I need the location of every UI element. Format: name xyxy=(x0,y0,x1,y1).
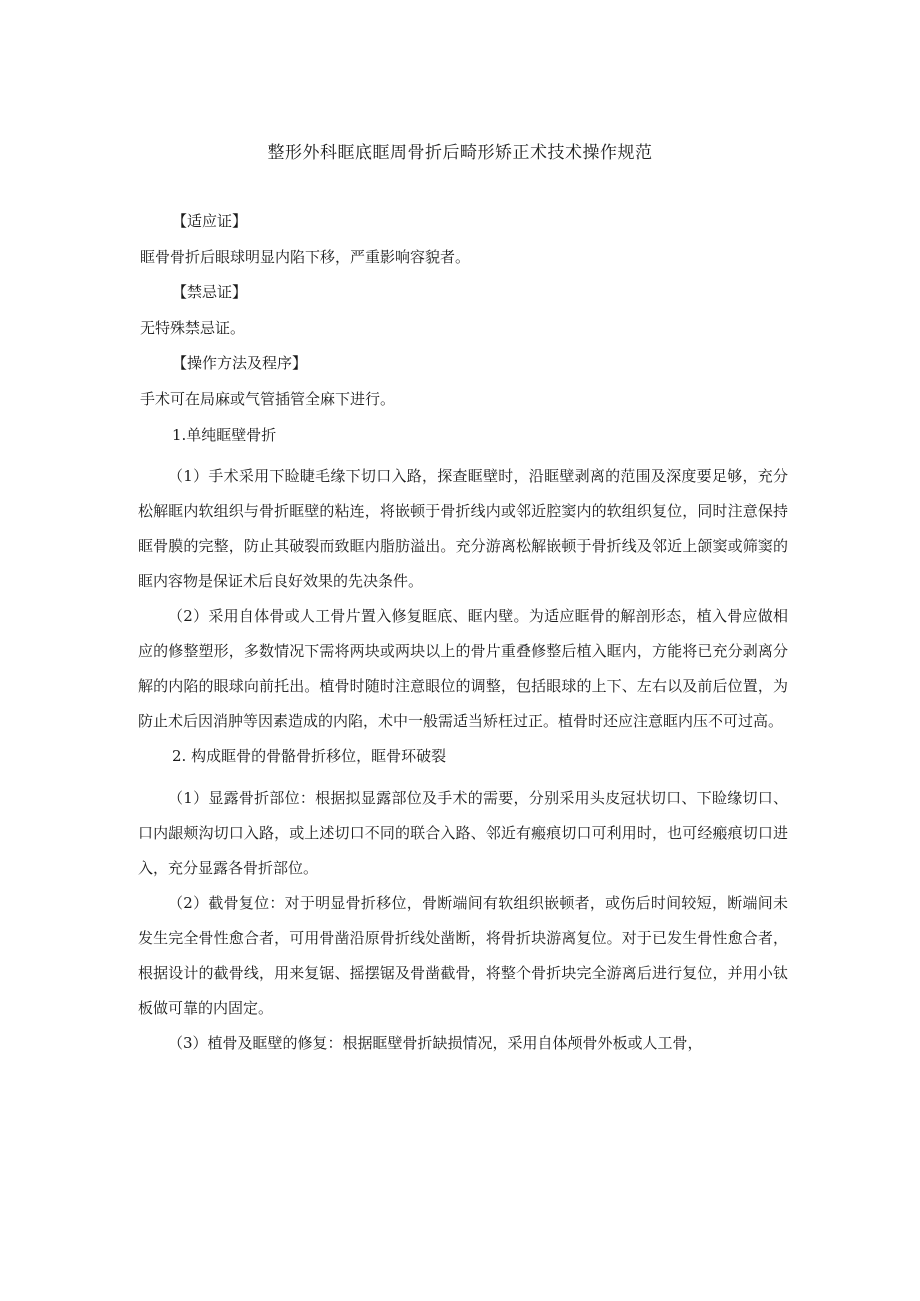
part1-paragraph-2: （2）采用自体骨或人工骨片置入修复眶底、眶内壁。为适应眶骨的解剖形态，植入骨应做相应的修整塑形，多数情况下需将两块或两块以上的骨片重叠修整后植入眶内，方能将已充分剥离分解的内陷的眼球向前托出。植骨时随时注意眼位的调整，包括眼球的上下、左右以及前后位置，为防止术后因消肿等因素造成的内陷，术中一般需适当矫枉过正。植骨时还应注意眶内压不可过高。 xyxy=(138,607,788,731)
part2-paragraph-3: （3）植骨及眶壁的修复：根据眶壁骨折缺损情况，采用自体颅骨外板或人工骨， xyxy=(168,1033,703,1052)
part1-heading: 1.单纯眶壁骨折 xyxy=(172,425,277,444)
document-title: 整形外科眶底眶周骨折后畸形矫正术技术操作规范 xyxy=(267,143,653,163)
contraindications-text: 无特殊禁忌证。 xyxy=(140,318,246,337)
indications-heading: 【适应证】 xyxy=(172,212,248,230)
contraindications-heading: 【禁忌证】 xyxy=(172,283,248,302)
indications-text: 眶骨骨折后眼球明显内陷下移，严重影响容貌者。 xyxy=(140,247,471,266)
part2-paragraph-2: （2）截骨复位：对于明显骨折移位，骨断端间有软组织嵌顿者，或伤后时间较短，断端间未发生完全骨性愈合者，可用骨凿沿原骨折线处凿断，将骨折块游离复位。对于已发生骨性愈合者，根据设计的截骨线，用来复锯、摇摆锯及骨凿截骨，将整个骨折块完全游离后进行复位，并用小钛板做可靠的内固定。 xyxy=(138,893,788,1017)
part2-heading: 2. 构成眶骨的骨骼骨折移位，眶骨环破裂 xyxy=(172,747,447,766)
part1-paragraph-1: （1）手术采用下睑睫毛缘下切口入路，探查眶壁时，沿眶壁剥离的范围及深度要足够，充分松解眶内软组织与骨折眶壁的粘连，将嵌顿于骨折线内或邻近腔窦内的软组织复位，同时注意保持眶骨膜的完整，防止其破裂而致眶内脂肪溢出。充分游离松解嵌顿于骨折线及邻近上颌窦或筛窦的眶内容物是保证术后良好效果的先决条件。 xyxy=(138,467,788,591)
procedure-intro: 手术可在局麻或气管插管全麻下进行。 xyxy=(140,389,396,408)
document-body xyxy=(138,204,788,1061)
part2-paragraph-1: （1）显露骨折部位：根据拟显露部位及手术的需要，分别采用头皮冠状切口、下睑缘切口、口内龈颊沟切口入路，或上述切口不同的联合入路、邻近有瘢痕切口可利用时，也可经瘢痕切口进入，充分显露各骨折部位。 xyxy=(138,788,788,877)
procedure-heading: 【操作方法及程序】 xyxy=(172,354,308,373)
